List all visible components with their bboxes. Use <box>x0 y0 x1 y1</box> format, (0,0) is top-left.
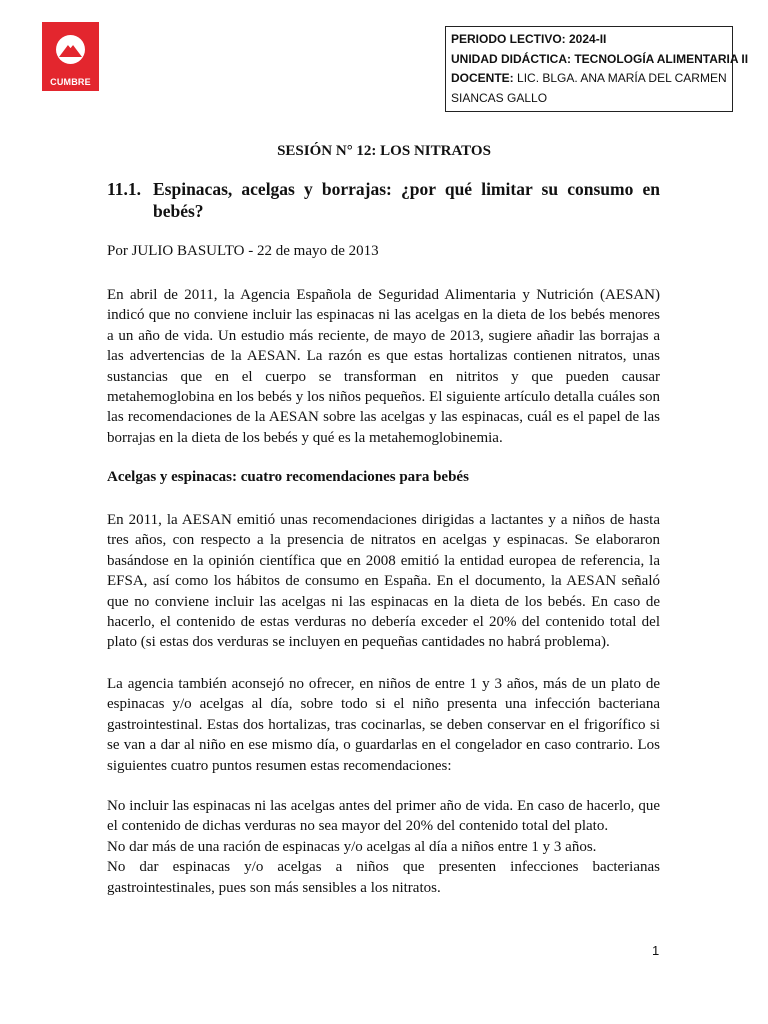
byline: Por JULIO BASULTO - 22 de mayo de 2013 <box>107 243 379 259</box>
cumbre-logo <box>42 22 99 91</box>
periodo-lectivo: PERIODO LECTIVO: 2024-II <box>451 32 607 46</box>
session-title: SESIÓN N° 12: LOS NITRATOS <box>277 143 491 159</box>
docente: DOCENTE: LIC. BLGA. ANA MARÍA DEL CARMEN SIANCAS GALLO <box>451 71 727 105</box>
list-item: No dar más de una ración de espinacas y/o acelgas al día a niños entre 1 y 3 años. <box>107 838 597 855</box>
paragraph-recommendations: En 2011, la AESAN emitió unas recomendaciones dirigidas a lactantes y a niños de hasta tres años, con respecto a la presencia de nitratos en acelgas y espinacas. Se elaboraron basándose en la opinión científica que en 2008 emitió la entidad europea de referencia, la EFSA, así como los hábitos de consumo en España. En el documento, la AESAN señaló que no conviene incluir las acelgas ni las espinacas en la dieta de los bebés. En caso de hacerlo, el contenido de estas verduras no debería exceder el 20% del contenido total del plato (si estas dos verduras se incluyen en pequeñas cantidades no habrá problema). <box>107 512 660 651</box>
section-number: 11.1. <box>107 179 142 199</box>
page-number: 1 <box>652 943 660 958</box>
recommendations-list <box>107 796 660 898</box>
unidad-didactica: UNIDAD DIDÁCTICA: TECNOLOGÍA ALIMENTARIA II <box>451 51 749 66</box>
logo-text: CUMBRE <box>50 77 91 87</box>
mountain-logo-icon <box>55 34 86 65</box>
paragraph-agency-advice: La agencia también aconsejó no ofrecer, en niños de entre 1 y 3 años, más de un plato de espinacas y/o acelgas al día, sobre todo si el niño presenta una infección bacteriana gastrointestinal. Estas dos hortalizas, tras cocinarlas, se deben conservar en el frigorífico si se van a dar al niño en ese mismo día, o guardarlas en el congelador en caso contrario. Los siguientes cuatro puntos resumen estas recomendaciones: <box>107 676 660 774</box>
list-item: No incluir las espinacas ni las acelgas antes del primer año de vida. En caso de hacerlo, que el contenido de dichas verduras no sea mayor del 20% del contenido total del plato. <box>107 798 660 835</box>
section-heading <box>107 178 660 222</box>
section-heading-text: Espinacas, acelgas y borrajas: ¿por qué limitar su consumo en bebés? <box>153 179 660 221</box>
paragraph-intro: En abril de 2011, la Agencia Española de Seguridad Alimentaria y Nutrición (AESAN) indicó que no conviene incluir las espinacas ni las acelgas en la dieta de los bebés menores a un año de vida. Un estudio más reciente, de mayo de 2013, sugiere añadir las borrajas a las advertencias de la AESAN. La razón es que estas hortalizas contienen nitratos, unas sustancias que en el cuerpo se transforman en nitritos y que pueden causar metahemoglobina en los bebés y los niños pequeños. El siguiente artículo detalla cuáles son las recomendaciones de la AESAN sobre las acelgas y las espinacas, cuál es el papel de las borrajas en la dieta de los bebés y qué es la metahemoglobinemia. <box>107 287 660 446</box>
list-item: No dar espinacas y/o acelgas a niños que presenten infecciones bacterianas gastrointestinales, pues son más sensibles a los nitratos. <box>107 859 660 896</box>
subheading: Acelgas y espinacas: cuatro recomendaciones para bebés <box>107 469 469 485</box>
course-info-box <box>445 26 749 112</box>
